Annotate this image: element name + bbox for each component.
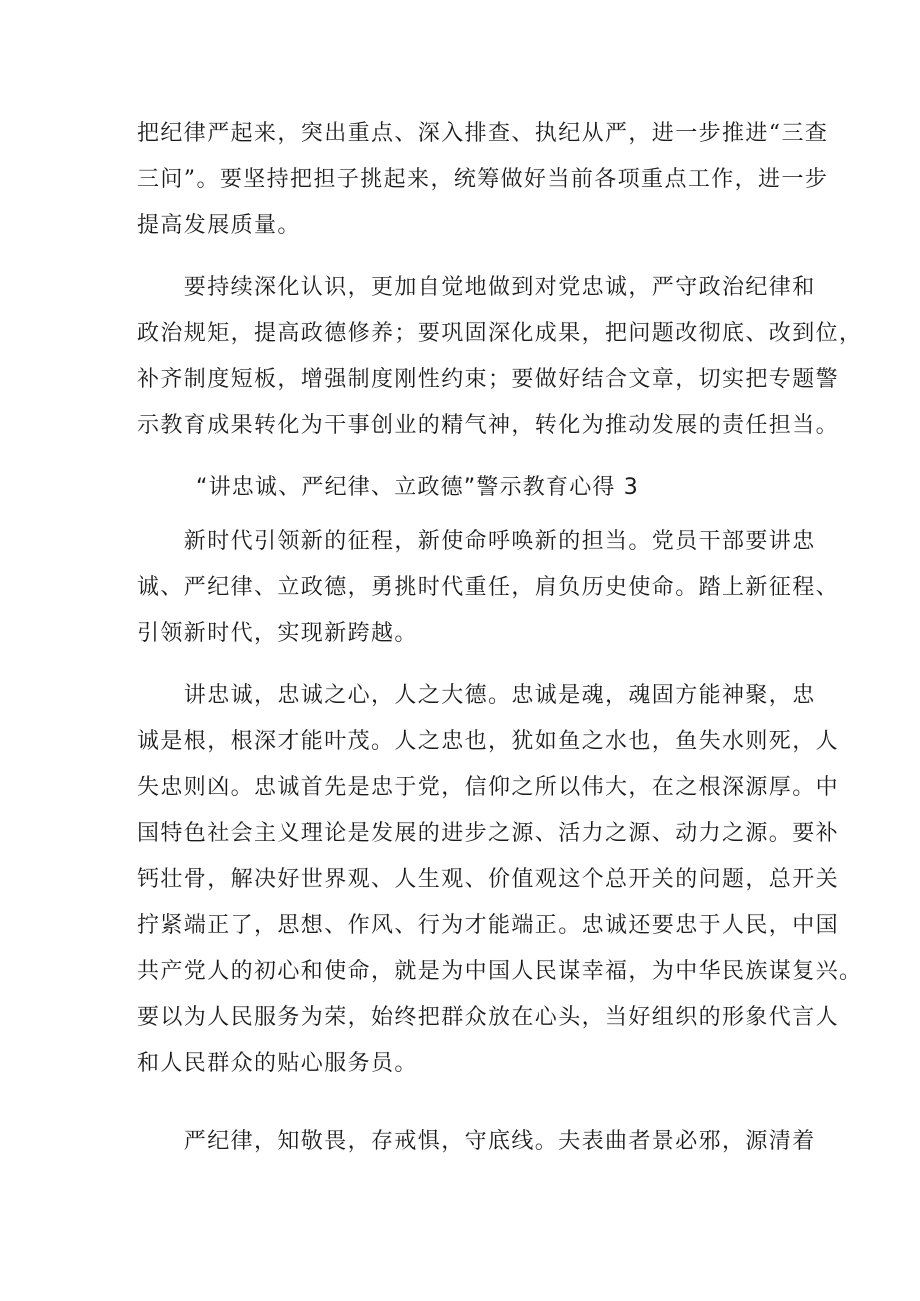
section-heading: “讲忠诚、严纪律、立政德”警示教育心得 3: [196, 475, 639, 500]
paragraph-4-line-1: 讲忠诚，忠诚之心，人之大德。忠诚是魂，魂固方能神聚，忠: [137, 683, 816, 708]
paragraph-4-line-3: 失忠则凶。忠诚首先是忠于党，信仰之所以伟大，在之根深源厚。中: [137, 775, 840, 800]
paragraph-2-line-3: 补齐制度短板，增强制度刚性约束；要做好结合文章，切实把专题警: [137, 367, 840, 392]
paragraph-3-line-1: 新时代引领新的征程，新使命呼唤新的担当。党员干部要讲忠: [137, 529, 816, 554]
paragraph-5-line-1: 严纪律，知敬畏，存戒惧，守底线。夫表曲者景必邪，源清着: [137, 1129, 816, 1154]
paragraph-4-line-9: 和人民群众的贴心服务员。: [137, 1051, 418, 1076]
paragraph-1-line-2: 三问”。要坚持把担子挑起来，统筹做好当前各项重点工作，进一步: [137, 167, 829, 192]
paragraph-2-line-1: 要持续深化认识，更加自觉地做到对党忠诚，严守政治纪律和: [137, 275, 816, 300]
paragraph-4-line-5: 钙壮骨，解决好世界观、人生观、价值观这个总开关的问题，总开关: [137, 867, 840, 892]
paragraph-2-line-2: 政治规矩，提高政德修养；要巩固深化成果，把问题改彻底、改到位，: [137, 321, 863, 346]
paragraph-4-line-4: 国特色社会主义理论是发展的进步之源、活力之源、动力之源。要补: [137, 821, 840, 846]
paragraph-2-line-4: 示教育成果转化为干事创业的精气神，转化为推动发展的责任担当。: [137, 413, 840, 438]
paragraph-4-line-7: 共产党人的初心和使命，就是为中国人民谋幸福，为中华民族谋复兴。: [137, 959, 863, 984]
paragraph-1-line-3: 提高发展质量。: [137, 213, 301, 238]
paragraph-3-line-3: 引领新时代，实现新跨越。: [137, 621, 418, 646]
paragraph-1-line-1: 把纪律严起来，突出重点、深入排查、执纪从严，进一步推进“三查: [137, 121, 829, 146]
paragraph-3-line-2: 诚、严纪律、立政德，勇挑时代重任，肩负历史使命。踏上新征程、: [137, 575, 840, 600]
paragraph-4-line-6: 拧紧端正了，思想、作风、行为才能端正。忠诚还要忠于人民，中国: [137, 913, 840, 938]
paragraph-4-line-8: 要以为人民服务为荣，始终把群众放在心头，当好组织的形象代言人: [137, 1005, 840, 1030]
paragraph-4-line-2: 诚是根，根深才能叶茂。人之忠也，犹如鱼之水也，鱼失水则死，人: [137, 729, 840, 754]
